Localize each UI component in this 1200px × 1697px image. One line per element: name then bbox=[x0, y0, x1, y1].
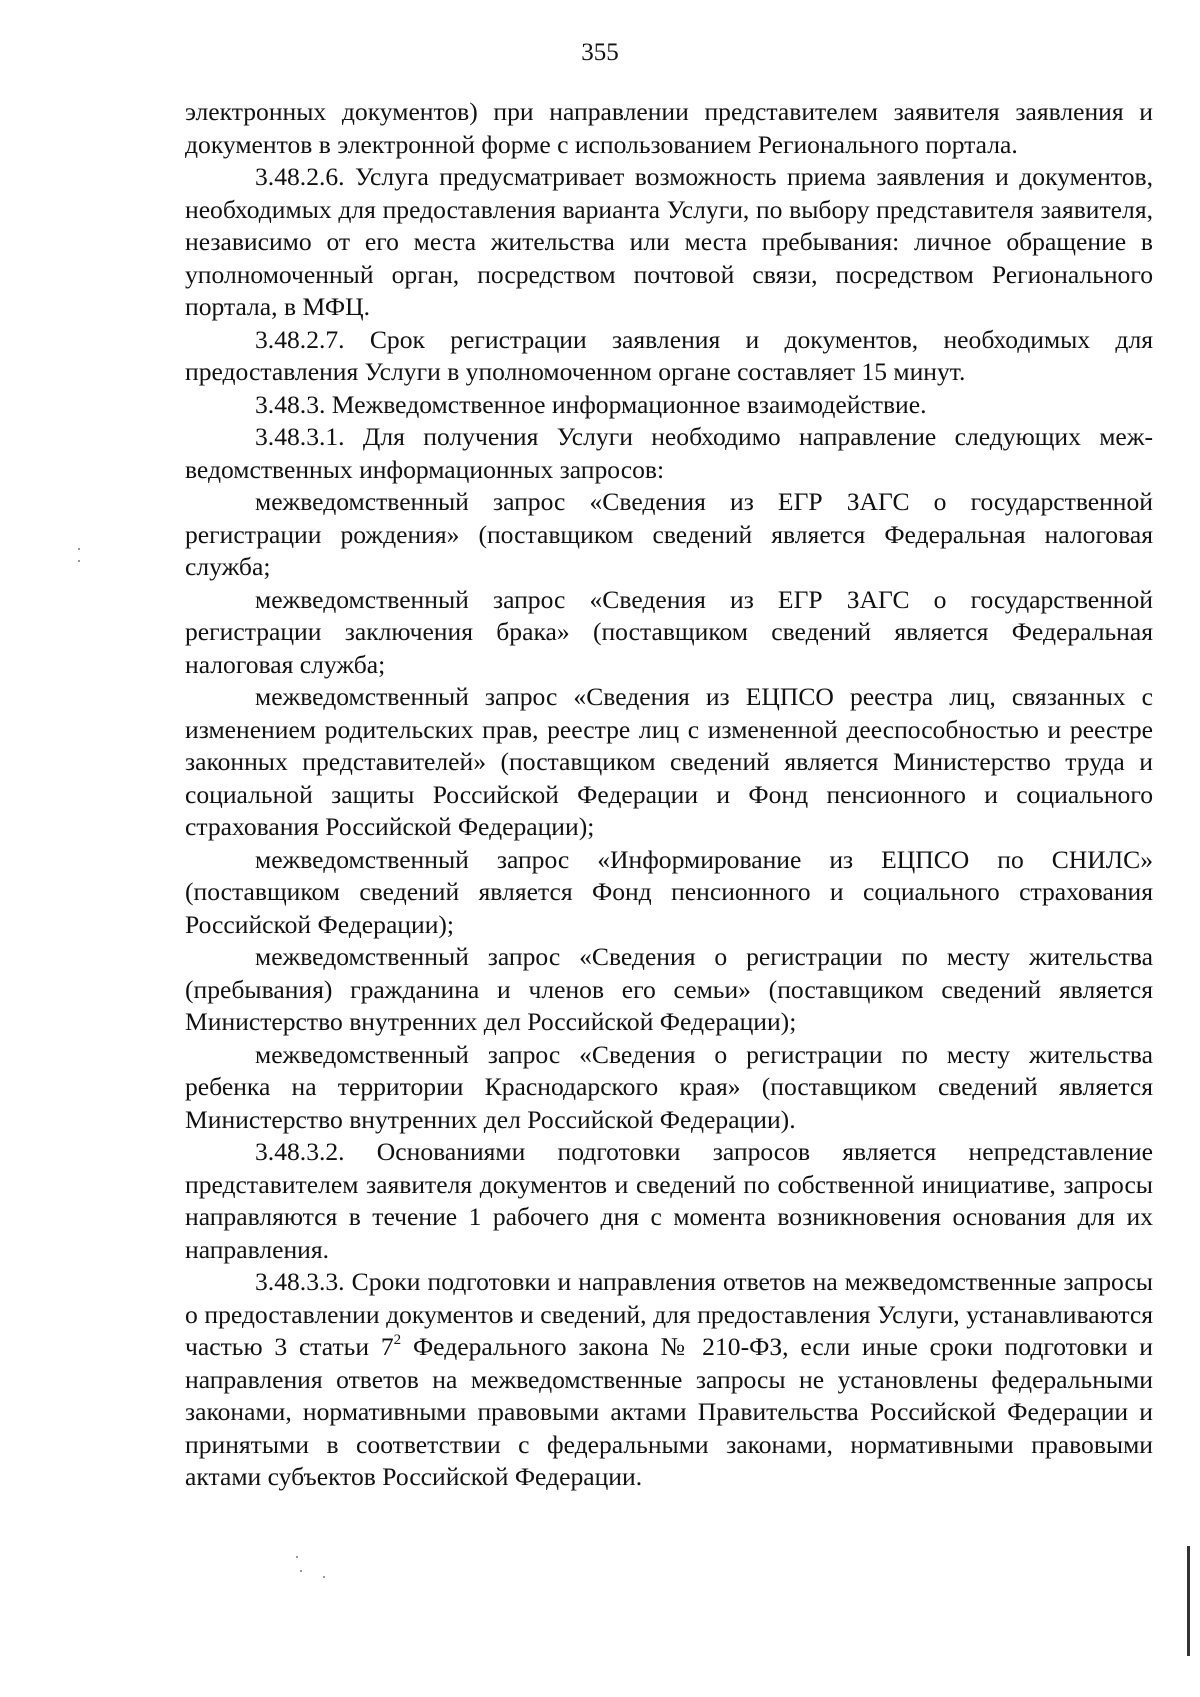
list-item-request-child-residence: межведомственный запрос «Сведения о регистрации по месту жительства ребенка на территории Краснодарского края» (поставщиком сведений является Министерство внутренних дел Российской Федерации). bbox=[185, 1039, 1153, 1134]
scan-speck bbox=[300, 1570, 302, 1572]
paragraph-3-48-3-3-end: Федерального закона № 210-ФЗ, если иные сроки подготовки и направления ответов на межведомственные запросы не установлены федеральными законами, нормативными правовыми актами Правительства Российской Федерации и принятыми в соответствии с федеральными законами, нормативными правовыми актами субъектов Российской Федерации. bbox=[185, 1332, 1154, 1491]
paragraph-3-48-3-3 bbox=[185, 1266, 1153, 1494]
list-item-request-snils: межведомственный запрос «Информирование из ЕЦПСО по СНИЛС» (поставщиком сведений является Фонд пенсионного и социального страхования Российской Федерации); bbox=[185, 844, 1153, 939]
paragraph-3-48-2-6: 3.48.2.6. Услуга предусматривает возможность приема заявления и документов, необходимых для предоставления варианта Услуги, по выбору представителя заявителя, независимо от его места жительства или места пребывания: личное обращение в уполномоченный орган, посредством почтовой связи, посредством Регионального портала, в МФЦ. bbox=[185, 162, 1153, 321]
paragraph-3-48-2-7: 3.48.2.7. Срок регистрации заявления и документов, необходимых для предоставления Услуги в уполномоченном органе составляет 15 минут. bbox=[185, 324, 1153, 386]
scan-speck bbox=[78, 560, 80, 562]
document-body bbox=[185, 96, 1153, 1494]
scan-edge-mark bbox=[1187, 1546, 1190, 1656]
paragraph-3-48-3: 3.48.3. Межведомственное информационное взаимодействие. bbox=[255, 389, 927, 419]
page-number: 355 bbox=[581, 39, 619, 66]
paragraph-3-48-3-2: 3.48.3.2. Основаниями подготовки запросов является непредставление представителем заявителя документов и сведений по собственной инициативе, запросы направляются в течение 1 рабочего дня с момента возникновения основания для их направления. bbox=[185, 1137, 1153, 1264]
scan-speck bbox=[323, 1576, 325, 1578]
paragraph-3-48-3-3-start: 3.48.3.3. Сроки подготовки и направления ответов на межведомственные запросы о предоставлении документов и сведений, для предоставления Услуги, устанавливаются частью 3 статьи 7 bbox=[185, 1267, 1153, 1361]
scan-speck bbox=[78, 548, 80, 550]
paragraph-continuation: электронных документов) при направлении представителем заявителя заявления и документов в электронной форме с использованием Регионального портала. bbox=[185, 97, 1153, 159]
paragraph-3-48-3-1: 3.48.3.1. Для получения Услуги необходимо направление следующих межведомственных информационных запросов: bbox=[185, 422, 1153, 484]
list-item-request-parental-rights: межведомственный запрос «Сведения из ЕЦПСО реестра лиц, связанных с изменением родительских прав, реестре лиц с измененной дееспособностью и реестре законных представителей» (поставщиком сведений является Министерство труда и социальной защиты Российской Федерации и Фонд пенсионного и социального страхования Российской Федерации); bbox=[185, 682, 1153, 841]
list-item-request-birth: межведомственный запрос «Сведения из ЕГР ЗАГС о государственной регистрации рождения» (поставщиком сведений является Федеральная налоговая служба; bbox=[185, 487, 1153, 581]
list-item-request-marriage: межведомственный запрос «Сведения из ЕГР ЗАГС о государственной регистрации заключения брака» (поставщиком сведений является Федеральная налоговая служба; bbox=[185, 584, 1153, 679]
list-item-request-residence: межведомственный запрос «Сведения о регистрации по месту жительства (пребывания) гражданина и членов его семьи» (поставщиком сведений является Министерство внутренних дел Российской Федерации); bbox=[185, 942, 1153, 1036]
scan-speck bbox=[296, 1556, 298, 1558]
superscript-mark: 2 bbox=[393, 1332, 402, 1348]
